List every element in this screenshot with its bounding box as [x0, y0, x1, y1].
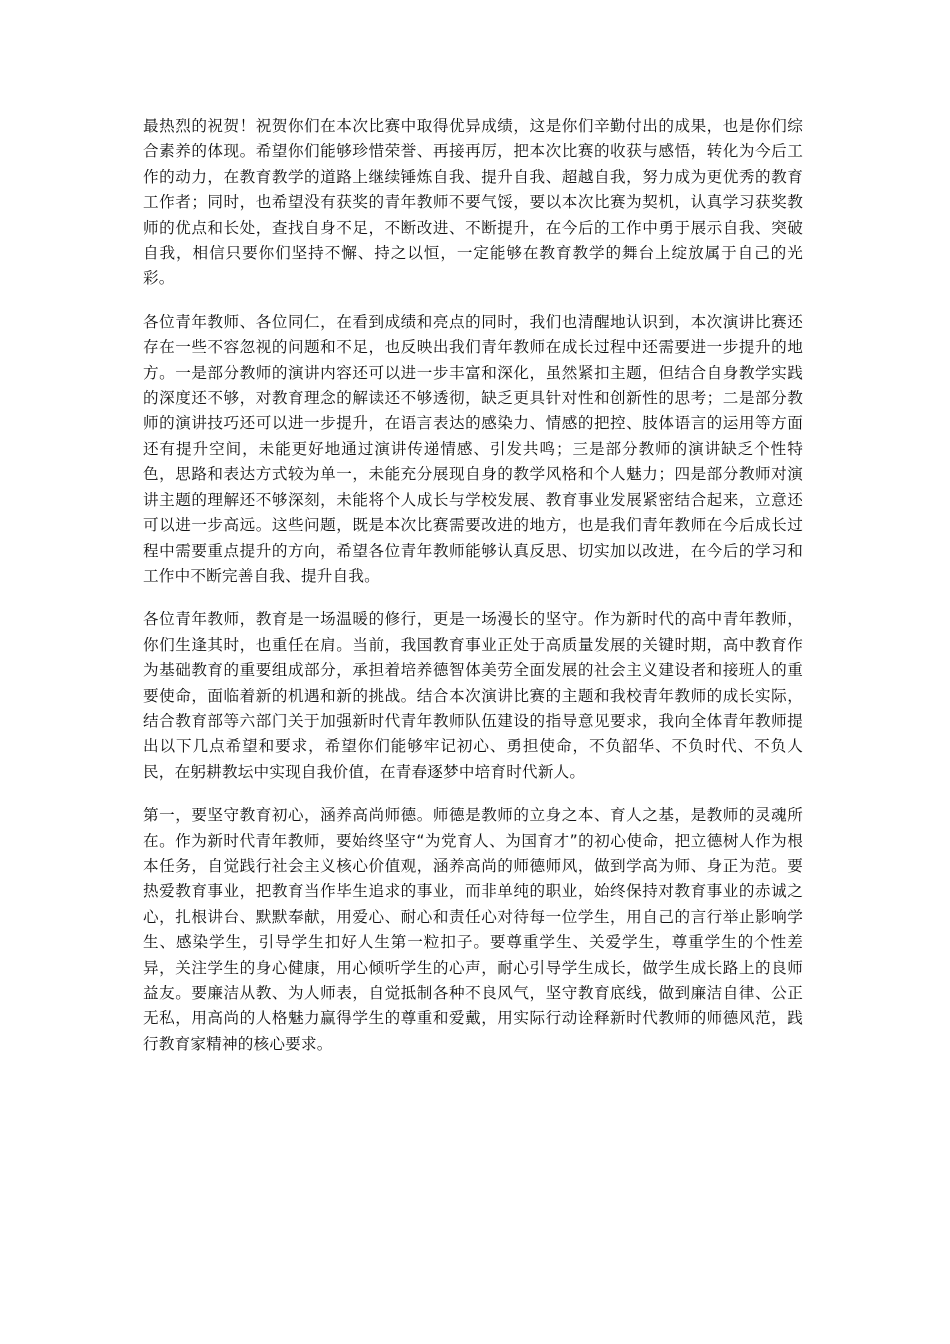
paragraph-first-requirement: 第一，要坚守教育初心，涵养高尚师德。师德是教师的立身之本、育人之基，是教师的灵魂所在。作为新时代青年教师，要始终坚守“为党育人、为国育才”的初心使命，把立德树人作为根本任务，自觉践行社会主义核心价值观，涵养高尚的师德师风，做到学高为师、身正为范。要热爱教育事业，把教育当作毕生追求的事业，而非单纯的职业，始终保持对教育事业的赤诚之心，扎根讲台、默默奉献，用爱心、耐心和责任心对待每一位学生，用自己的言行举止影响学生、感染学生，引导学生扣好人生第一粒扣子。要尊重学生、关爱学生，尊重学生的个性差异，关注学生的身心健康，用心倾听学生的心声，耐心引导学生成长，做学生成长路上的良师益友。要廉洁从教、为人师表，自觉抵制各种不良风气，坚守教育底线，做到廉洁自律、公正无私，用高尚的人格魅力赢得学生的尊重和爱戴，用实际行动诠释新时代教师的师德风范，践行教育家精神的核心要求。	[143, 806, 803, 1053]
paragraph-expectations: 各位青年教师，教育是一场温暖的修行，更是一场漫长的坚守。作为新时代的高中青年教师，你们生逢其时，也重任在肩。当前，我国教育事业正处于高质量发展的关键时期，高中教育作为基础教育的重要组成部分，承担着培养德智体美劳全面发展的社会主义建设者和接班人的重要使命，面临着新的机遇和新的挑战。结合本次演讲比赛的主题和我校青年教师的成长实际，结合教育部等六部门关于加强新时代青年教师队伍建设的指导意见要求，我向全体青年教师提出以下几点希望和要求，希望你们能够牢记初心、勇担使命，不负韶华、不负时代、不负人民，在躬耕教坛中实现自我价值，在青春逐梦中培育时代新人。	[143, 610, 803, 781]
paragraph-congratulations: 最热烈的祝贺！祝贺你们在本次比赛中取得优异成绩，这是你们辛勤付出的成果，也是你们综合素养的体现。希望你们能够珍惜荣誉、再接再厉，把本次比赛的收获与感悟，转化为今后工作的动力，在教育教学的道路上继续锤炼自我、提升自我、超越自我，努力成为更优秀的教育工作者；同时，也希望没有获奖的青年教师不要气馁，要以本次比赛为契机，认真学习获奖教师的优点和长处，查找自身不足，不断改进、不断提升，在今后的工作中勇于展示自我、突破自我，相信只要你们坚持不懈、持之以恒，一定能够在教育教学的舞台上绽放属于自己的光彩。	[143, 117, 803, 288]
paragraph-shortcomings: 各位青年教师、各位同仁，在看到成绩和亮点的同时，我们也清醒地认识到，本次演讲比赛还存在一些不容忽视的问题和不足，也反映出我们青年教师在成长过程中还需要进一步提升的地方。一是部分教师的演讲内容还可以进一步丰富和深化，虽然紧扣主题，但结合自身教学实践的深度还不够，对教育理念的解读还不够透彻，缺乏更具针对性和创新性的思考；二是部分教师的演讲技巧还可以进一步提升，在语言表达的感染力、情感的把控、肢体语言的运用等方面还有提升空间，未能更好地通过演讲传递情感、引发共鸣；三是部分教师的演讲缺乏个性特色，思路和表达方式较为单一，未能充分展现自身的教学风格和个人魅力；四是部分教师对演讲主题的理解还不够深刻，未能将个人成长与学校发展、教育事业发展紧密结合起来，立意还可以进一步高远。这些问题，既是本次比赛需要改进的地方，也是我们青年教师在今后成长过程中需要重点提升的方向，希望各位青年教师能够认真反思、切实加以改进，在今后的学习和工作中不断完善自我、提升自我。	[143, 312, 803, 585]
document-page	[143, 114, 803, 1075]
